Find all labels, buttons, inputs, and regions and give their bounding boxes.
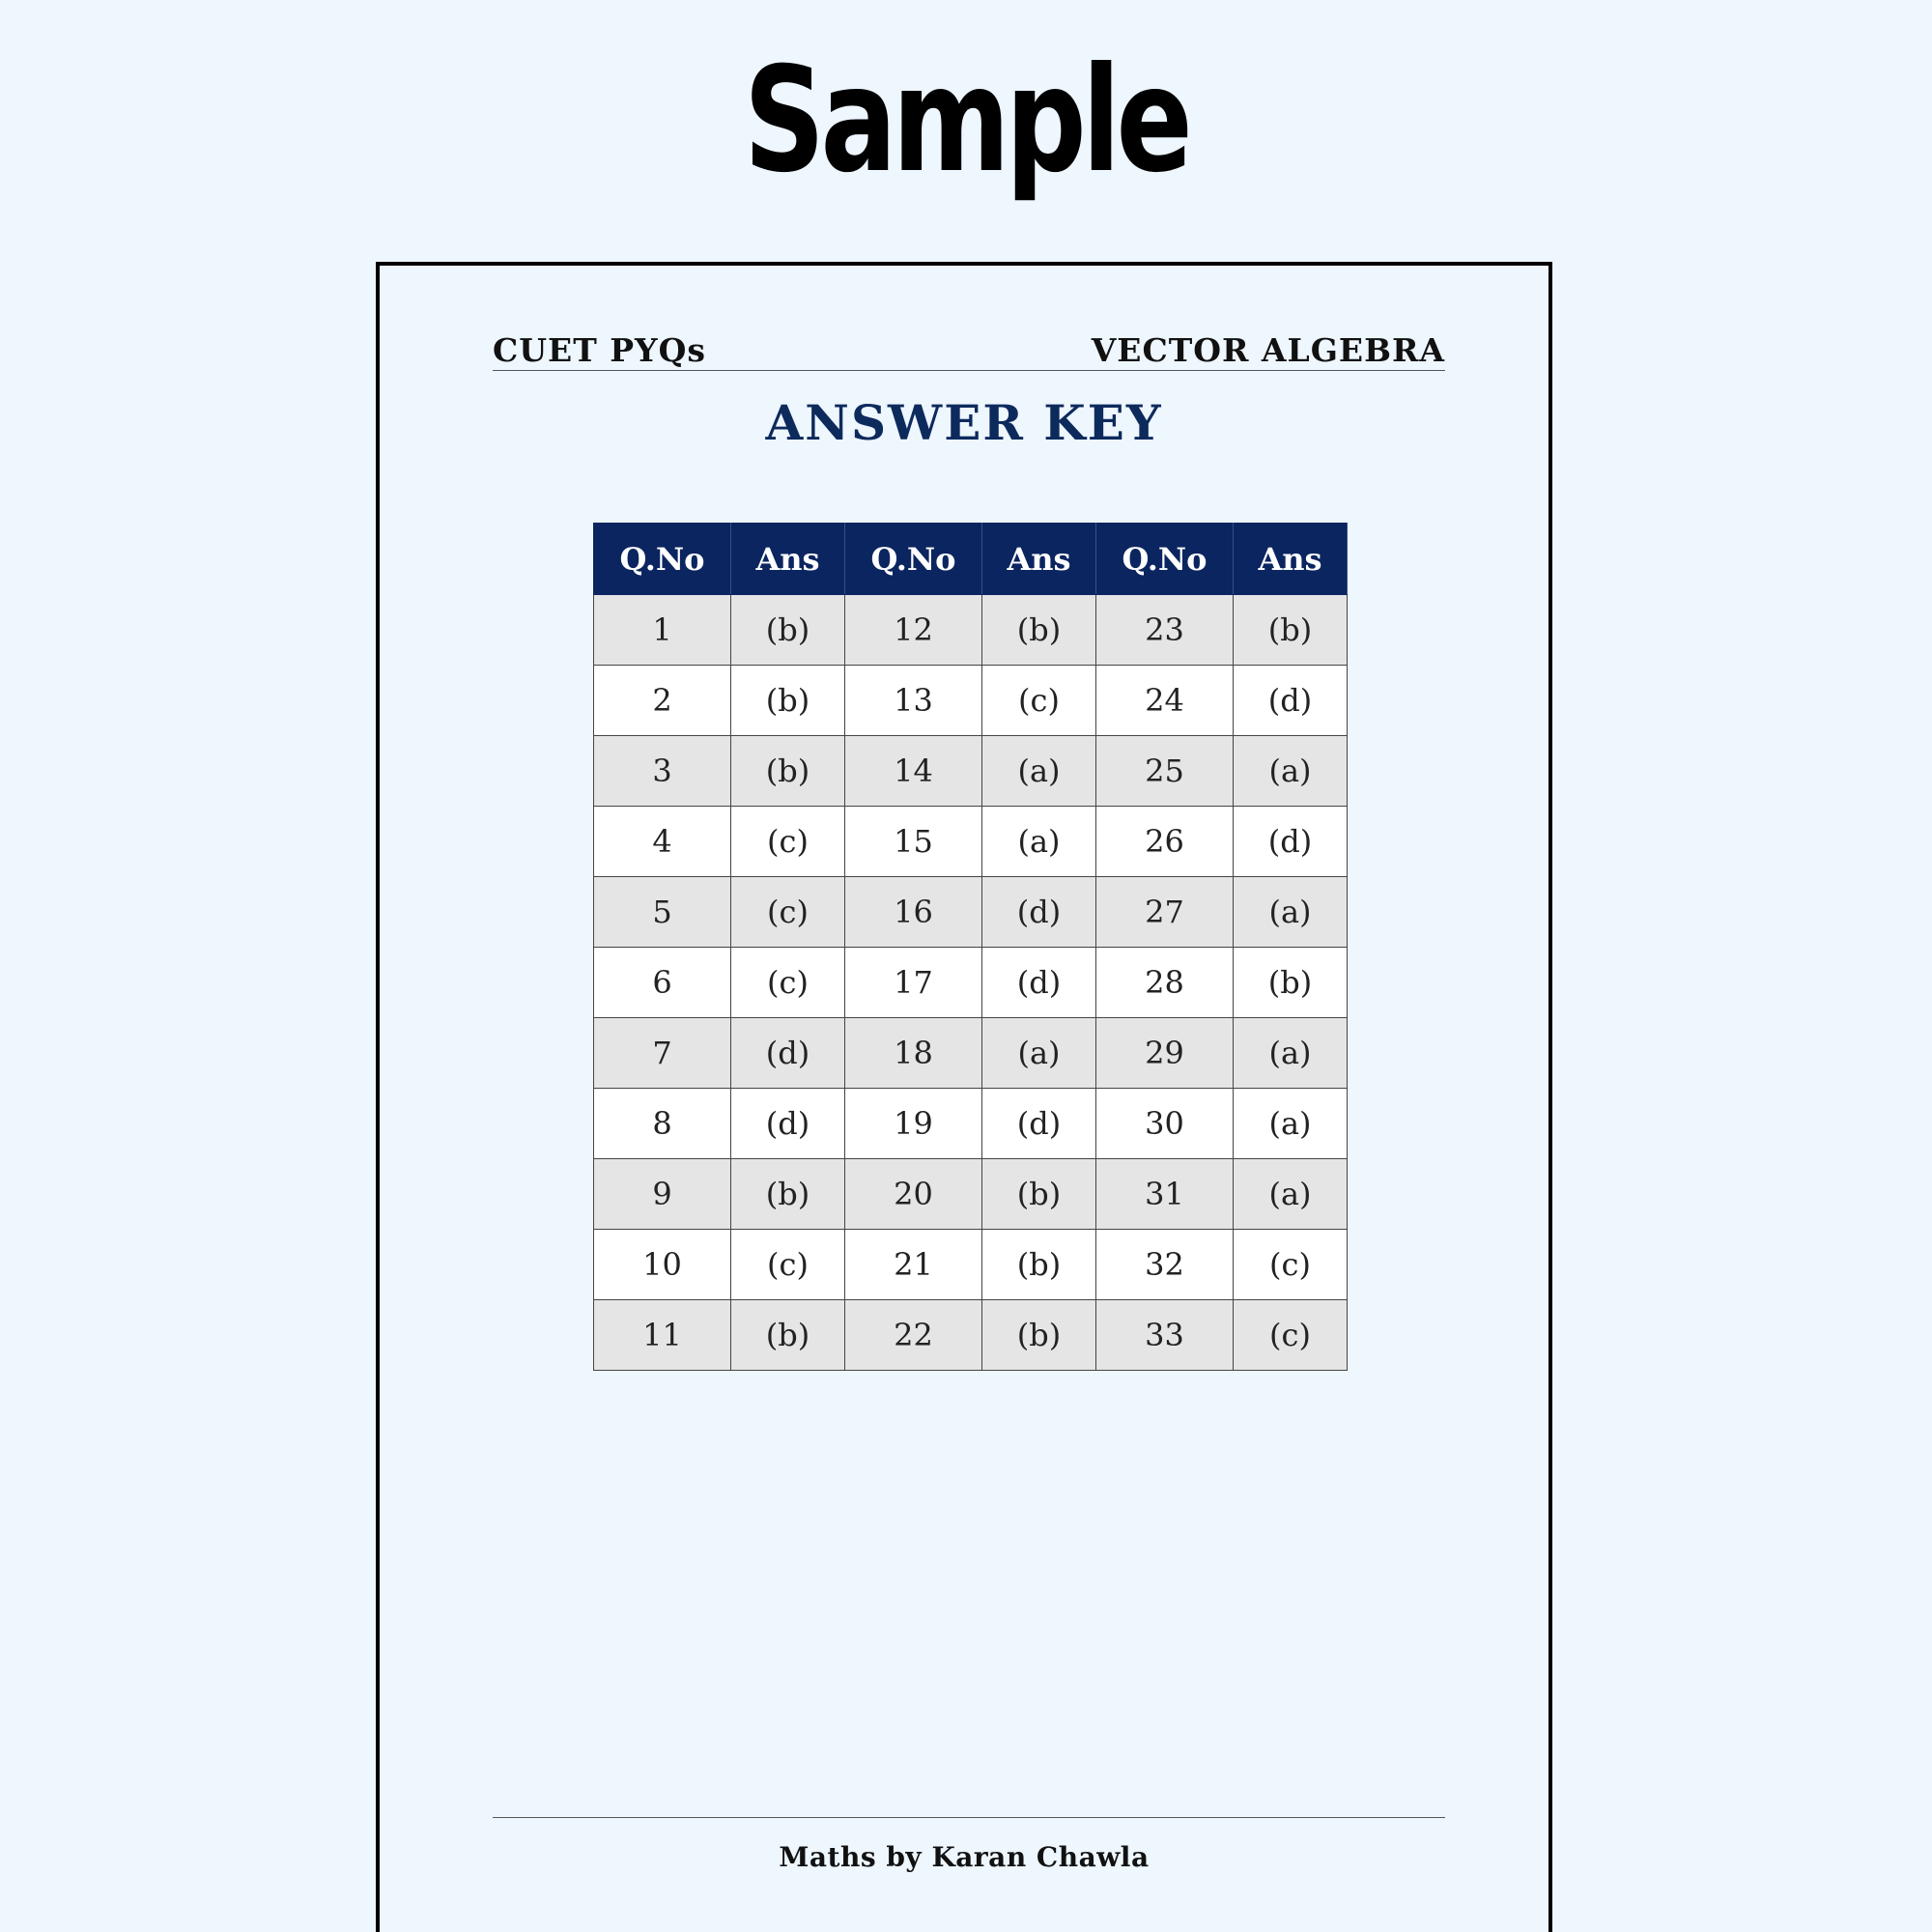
answer-cell: (a) <box>1234 1159 1348 1230</box>
answer-cell: (c) <box>731 1230 845 1300</box>
column-header: Ans <box>1234 524 1348 595</box>
table-header-row <box>594 524 1348 595</box>
question-number-cell: 4 <box>594 807 731 877</box>
question-number-cell: 22 <box>845 1300 982 1371</box>
page-footer: Maths by Karan Chawla <box>779 1841 1150 1873</box>
answer-cell: (b) <box>982 1300 1096 1371</box>
table-row <box>594 666 1348 736</box>
answer-cell: (c) <box>1234 1300 1348 1371</box>
answer-cell: (b) <box>731 666 845 736</box>
answer-cell: (d) <box>982 877 1096 948</box>
question-number-cell: 17 <box>845 948 982 1018</box>
sample-watermark: Sample <box>743 37 1189 205</box>
page-header <box>493 331 1445 371</box>
question-number-cell: 11 <box>594 1300 731 1371</box>
question-number-cell: 15 <box>845 807 982 877</box>
question-number-cell: 12 <box>845 595 982 666</box>
answer-cell: (b) <box>731 595 845 666</box>
question-number-cell: 8 <box>594 1089 731 1159</box>
answer-cell: (d) <box>1234 666 1348 736</box>
question-number-cell: 19 <box>845 1089 982 1159</box>
answer-cell: (b) <box>982 595 1096 666</box>
question-number-cell: 1 <box>594 595 731 666</box>
answer-cell: (c) <box>982 666 1096 736</box>
answer-cell: (b) <box>982 1230 1096 1300</box>
question-number-cell: 29 <box>1096 1018 1234 1089</box>
answer-cell: (d) <box>1234 807 1348 877</box>
header-right-label: VECTOR ALGEBRA <box>1091 331 1445 369</box>
answer-cell: (a) <box>982 807 1096 877</box>
table-row <box>594 595 1348 666</box>
table-body <box>594 595 1348 1371</box>
answer-cell: (d) <box>731 1018 845 1089</box>
table-row <box>594 1230 1348 1300</box>
question-number-cell: 27 <box>1096 877 1234 948</box>
question-number-cell: 3 <box>594 736 731 807</box>
question-number-cell: 9 <box>594 1159 731 1230</box>
table-row <box>594 948 1348 1018</box>
column-header: Ans <box>982 524 1096 595</box>
column-header: Q.No <box>845 524 982 595</box>
question-number-cell: 24 <box>1096 666 1234 736</box>
table-row <box>594 736 1348 807</box>
question-number-cell: 10 <box>594 1230 731 1300</box>
question-number-cell: 14 <box>845 736 982 807</box>
answer-cell: (a) <box>1234 736 1348 807</box>
answer-cell: (a) <box>982 1018 1096 1089</box>
answer-cell: (b) <box>1234 948 1348 1018</box>
answer-cell: (b) <box>1234 595 1348 666</box>
question-number-cell: 7 <box>594 1018 731 1089</box>
question-number-cell: 28 <box>1096 948 1234 1018</box>
answer-cell: (b) <box>731 1159 845 1230</box>
answer-cell: (d) <box>982 948 1096 1018</box>
answer-key-table <box>593 523 1348 1371</box>
question-number-cell: 5 <box>594 877 731 948</box>
question-number-cell: 23 <box>1096 595 1234 666</box>
answer-cell: (a) <box>1234 877 1348 948</box>
answer-cell: (c) <box>1234 1230 1348 1300</box>
answer-cell: (a) <box>982 736 1096 807</box>
table-row <box>594 807 1348 877</box>
column-header: Q.No <box>1096 524 1234 595</box>
table-row <box>594 1018 1348 1089</box>
answer-cell: (a) <box>1234 1089 1348 1159</box>
answer-cell: (c) <box>731 948 845 1018</box>
table-row <box>594 1300 1348 1371</box>
question-number-cell: 25 <box>1096 736 1234 807</box>
table-row <box>594 1089 1348 1159</box>
answer-cell: (c) <box>731 807 845 877</box>
answer-cell: (b) <box>731 736 845 807</box>
answer-cell: (c) <box>731 877 845 948</box>
question-number-cell: 6 <box>594 948 731 1018</box>
document-page <box>376 262 1552 1932</box>
column-header: Ans <box>731 524 845 595</box>
answer-cell: (b) <box>982 1159 1096 1230</box>
question-number-cell: 2 <box>594 666 731 736</box>
question-number-cell: 33 <box>1096 1300 1234 1371</box>
header-left-label: CUET PYQs <box>493 331 706 369</box>
question-number-cell: 31 <box>1096 1159 1234 1230</box>
table-row <box>594 1159 1348 1230</box>
question-number-cell: 18 <box>845 1018 982 1089</box>
question-number-cell: 30 <box>1096 1089 1234 1159</box>
table-row <box>594 877 1348 948</box>
question-number-cell: 26 <box>1096 807 1234 877</box>
answer-cell: (b) <box>731 1300 845 1371</box>
question-number-cell: 20 <box>845 1159 982 1230</box>
column-header: Q.No <box>594 524 731 595</box>
question-number-cell: 13 <box>845 666 982 736</box>
answer-cell: (d) <box>982 1089 1096 1159</box>
question-number-cell: 16 <box>845 877 982 948</box>
footer-divider <box>493 1817 1445 1818</box>
question-number-cell: 21 <box>845 1230 982 1300</box>
question-number-cell: 32 <box>1096 1230 1234 1300</box>
answer-cell: (a) <box>1234 1018 1348 1089</box>
answer-cell: (d) <box>731 1089 845 1159</box>
page-title: ANSWER KEY <box>765 394 1163 451</box>
